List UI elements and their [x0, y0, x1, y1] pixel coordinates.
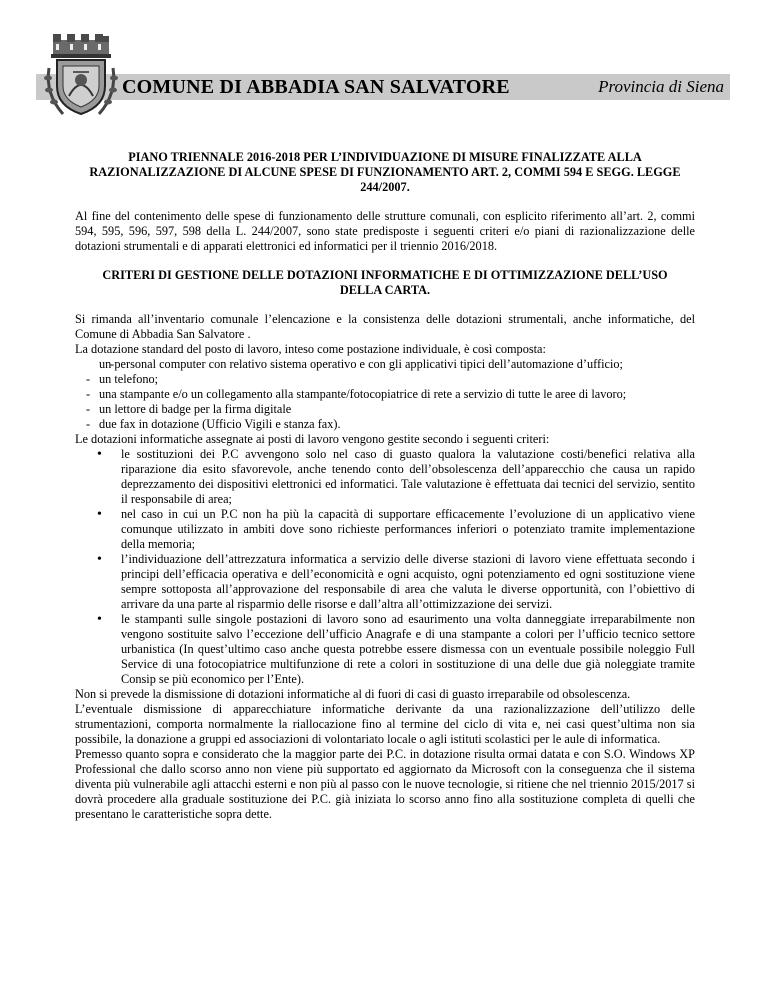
dotazione-list: [75, 357, 695, 432]
letterhead: [0, 0, 768, 120]
list-item: - un lettore di badge per la firma digitale: [75, 402, 695, 417]
comune-title: COMUNE DI ABBADIA SAN SALVATORE: [122, 76, 510, 98]
intro-paragraph: Al fine del contenimento delle spese di funzionamento delle strutture comunali, con esplicito riferimento all’art. 2, commi 594, 595, 596, 597, 598 della L. 244/2007, sono state predisposte i seguenti criteri e/o piani di razionalizzazione delle dotazioni strumentali e di apparati elettronici ed informatici per il triennio 2016/2018.: [75, 209, 695, 253]
section-title: CRITERI DI GESTIONE DELLE DOTAZIONI INFORMATICHE E DI OTTIMIZZAZIONE DELL’USO DELLA CARTA.: [102, 268, 668, 297]
paragraph-riallocazione: L’eventuale dismissione di apparecchiature informatiche derivante da una razionalizzazione dell’utilizzo delle strumentazioni, comporta normalmente la riallocazione fino al termine del ciclo di vita e, nei casi quest’ultima non sia possibile, la donazione a gruppi ed associazioni di volontariato locale o agli istituti scolastici per le aule di informatica.: [75, 702, 695, 746]
criteri-list: [75, 447, 695, 687]
paragraph-criteri: Le dotazioni informatiche assegnate ai posti di lavoro vengono gestite secondo i seguenti criteri:: [75, 432, 550, 446]
paragraph-dotazione: La dotazione standard del posto di lavoro, inteso come postazione individuale, è così composta:: [75, 342, 546, 356]
list-item: - una stampante e/o un collegamento alla stampante/fotocopiatrice di rete a servizio di tutte le aree di lavoro;: [75, 387, 695, 402]
list-item: - due fax in dotazione (Ufficio Vigili e stanza fax).: [75, 417, 695, 432]
paragraph-inventory: Si rimanda all’inventario comunale l’elencazione e la consistenza delle dotazioni strumentali, anche informatiche, del Comune di Abbadia San Salvatore .: [75, 312, 695, 341]
list-item: • le stampanti sulle singole postazioni di lavoro sono ad esaurimento una volta danneggiate irreparabilmente non vengono sostituite salvo l’eccezione dell’ufficio Anagrafe e di una stampante a colori per l’ufficio tecnico settore urbanistica (In quest’ultimo caso anche questa potrebbe essere dismessa con un eventuale possibile noleggio Full Service di una fotocopiatrice multifunzione di rete a colori in sostituzione di una delle due già noleggiate tramite Consip se più economico per l’Ente).: [75, 612, 695, 687]
list-item: • l’individuazione dell’attrezzatura informatica a servizio delle diverse stazioni di lavoro viene effettuata secondo i principi dell’efficacia operativa e dell’economicità e ogni acquisto, ogni potenziamento ed ogni sostituzione viene sempre sottoposta all’approvazione del responsabile di area che valuta le diverse opportunità, con l’obiettivo di arrivare da una parte al risparmio delle risorse e dall’altra all’ottimizzazione dei servizi.: [75, 552, 695, 612]
paragraph-sostituzione: Premesso quanto sopra e considerato che la maggior parte dei P.C. in dotazione risulta ormai datata e con S.O. Windows XP Professional che dallo scorso anno non viene più supportato ed aggiornato da Microsoft con la conseguenza che il sistema diventa più vulnerabile agli attacchi esterni e non più al passo con le nuove tecnologie, si ritiene che nel triennio 2015/2017 si dovrà procedere alla graduale sostituzione dei P.C. già iniziata lo scorso anno fino alla sostituzione completa di quelli che presentano le caratteristiche sopra dette.: [75, 747, 695, 821]
comune-coat-of-arms-icon: [43, 34, 119, 118]
province-label: Provincia di Siena: [598, 77, 724, 96]
list-item: • nel caso in cui un P.C non ha più la capacità di supportare efficacemente l’evoluzione di un applicativo viene comunque utilizzato in ambiti dove sono richieste performances inferiori o potenziato tramite implementazione della memoria;: [75, 507, 695, 552]
document-body: [75, 150, 695, 822]
list-item: - un telefono;: [75, 372, 695, 387]
document-title: PIANO TRIENNALE 2016-2018 PER L’INDIVIDUAZIONE DI MISURE FINALIZZATE ALLA RAZIONALIZZAZIONE DI ALCUNE SPESE DI FUNZIONAMENTO ART. 2, COMMI 594 E SEGG. LEGGE 244/2007.: [89, 150, 681, 194]
paragraph-dismissione: Non si prevede la dismissione di dotazioni informatiche al di fuori di casi di guasto irreparabile od obsolescenza.: [75, 687, 631, 701]
list-item: • le sostituzioni dei P.C avvengono solo nel caso di guasto qualora la valutazione costi/benefici relativa alla riparazione dia esito sfavorevole, anche tenendo conto dell’obsolescenza dell’apparecchio che causa un rapido deprezzamento dei dispositivi elettronici ed informatici. Tale valutazione è effettuata dai tecnici del servizio, sentito il responsabile di area;: [75, 447, 695, 507]
list-item: - un personal computer con relativo sistema operativo e con gli applicativi tipici dell’automazione d’ufficio;: [75, 357, 695, 372]
